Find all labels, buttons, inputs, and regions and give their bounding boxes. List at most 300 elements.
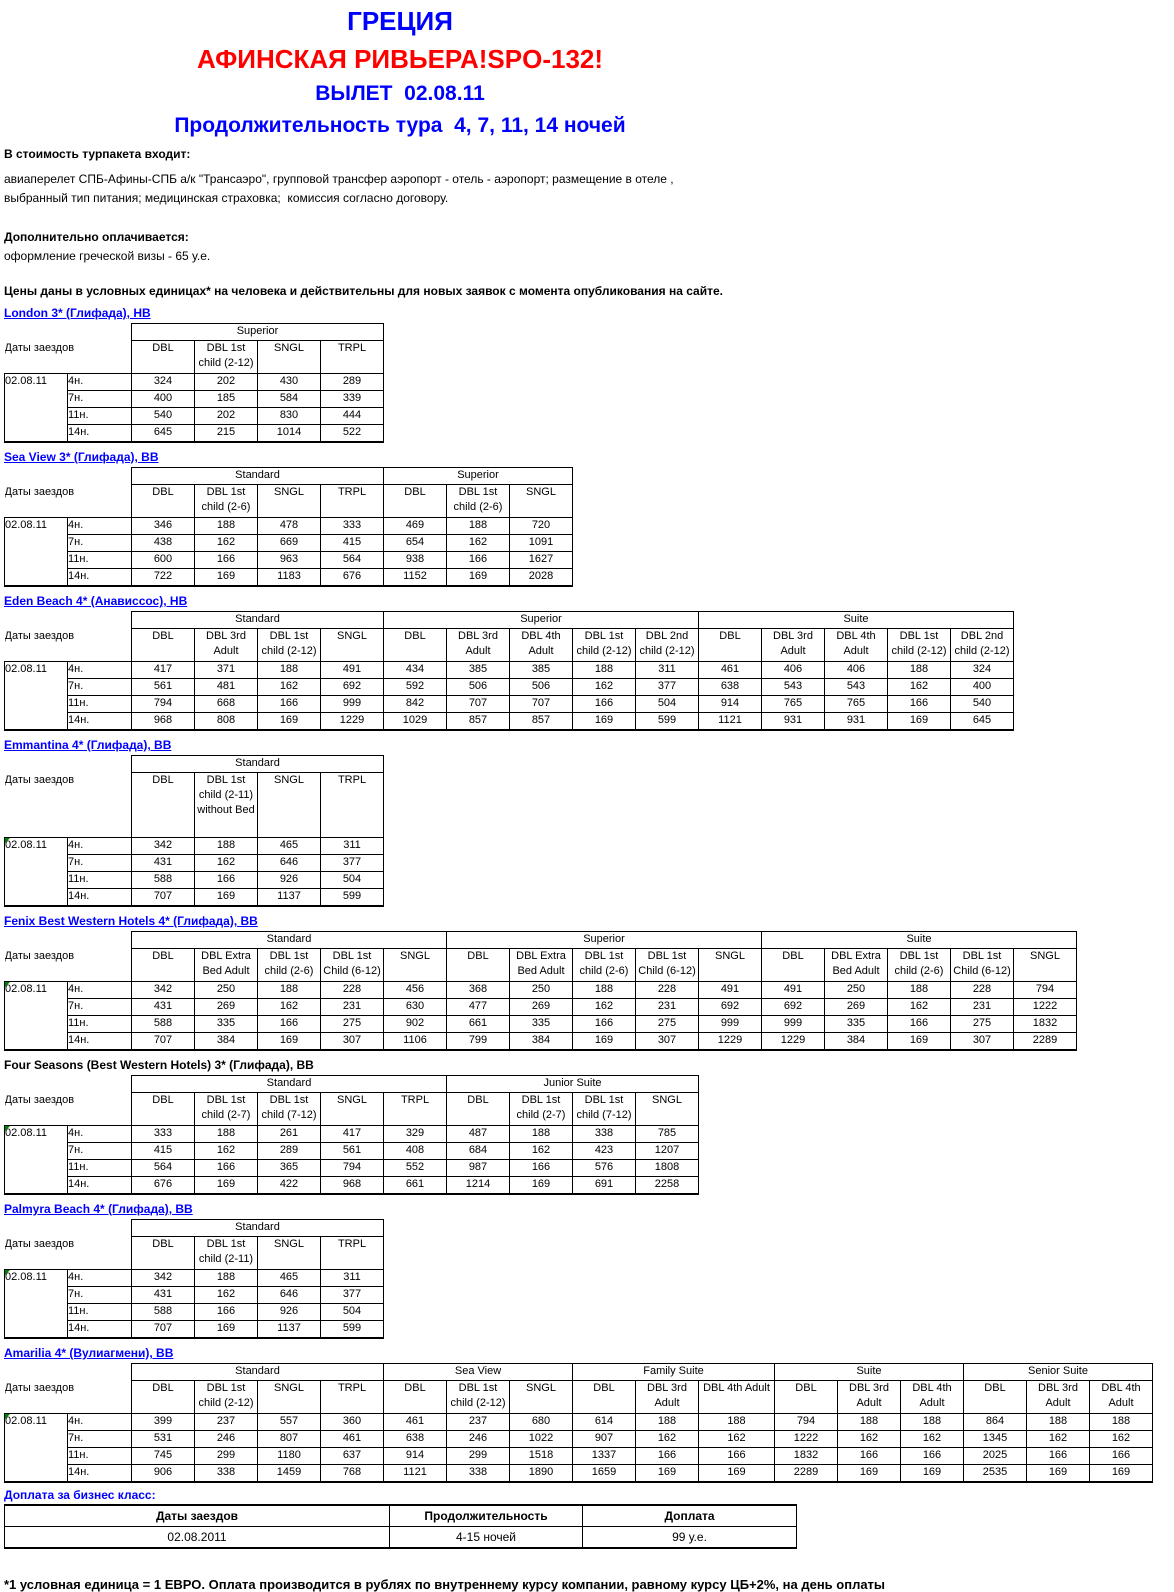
column-header: [258, 629, 321, 662]
hotel-link[interactable]: Fenix Best Western Hotels 4* (Глифада), ВВ: [4, 914, 258, 928]
price-cell: 269: [825, 999, 888, 1016]
price-cell: 250: [825, 982, 888, 999]
price-cell: 228: [321, 982, 384, 999]
price-cell: 469: [384, 518, 447, 535]
price-row: [5, 696, 1014, 713]
price-row: [5, 1465, 1153, 1483]
price-row: [5, 569, 573, 587]
nights-cell: 7н.: [68, 1287, 132, 1304]
price-cell: 1137: [258, 889, 321, 907]
column-header-line: DBL 1st: [206, 486, 246, 498]
price-row: [5, 1160, 699, 1177]
price-cell: 599: [636, 713, 699, 731]
price-cell: 931: [825, 713, 888, 731]
column-header: [195, 341, 258, 374]
nights-cell: 14н.: [68, 1465, 132, 1483]
column-header: [510, 1381, 573, 1414]
price-cell: 188: [573, 662, 636, 679]
price-cell: 2535: [964, 1465, 1027, 1483]
column-header-line: Child (6-12): [953, 965, 1011, 977]
price-cell: 1214: [447, 1177, 510, 1195]
price-cell: 299: [195, 1448, 258, 1465]
column-header: [951, 949, 1014, 982]
column-header-line: SNGL: [337, 1094, 367, 1106]
column-header-line: DBL: [782, 950, 804, 962]
column-header-line: DBL: [152, 486, 174, 498]
price-cell: 231: [951, 999, 1014, 1016]
price-cell: 692: [762, 999, 825, 1016]
column-header: [964, 1381, 1027, 1414]
price-cell: 377: [636, 679, 699, 696]
price-cell: 599: [321, 1321, 384, 1339]
price-cell: 166: [1090, 1448, 1153, 1465]
nights-cell: 11н.: [68, 872, 132, 889]
price-cell: 188: [258, 662, 321, 679]
date-cell: 02.08.11: [5, 1414, 68, 1483]
price-cell: 384: [825, 1033, 888, 1051]
column-header-line: Child (6-12): [323, 965, 381, 977]
nights-cell: 11н.: [68, 1160, 132, 1177]
column-header: [888, 629, 951, 662]
price-cell: 584: [258, 391, 321, 408]
price-cell: 289: [258, 1143, 321, 1160]
price-cell: 400: [132, 391, 195, 408]
price-cell: 561: [321, 1143, 384, 1160]
price-cell: 162: [699, 1431, 775, 1448]
column-header-line: child (2-12): [261, 645, 317, 657]
price-cell: 250: [510, 982, 573, 999]
hotel-section: [4, 1055, 1174, 1195]
price-row: [5, 1126, 699, 1143]
column-header-line: DBL 1st: [269, 630, 309, 642]
column-header-line: DBL 1st: [962, 950, 1002, 962]
column-header-line: DBL 1st: [647, 950, 687, 962]
price-cell: 188: [838, 1414, 901, 1431]
price-cell: 169: [573, 1033, 636, 1051]
hotel-link[interactable]: London 3* (Глифада), НВ: [4, 306, 151, 320]
price-cell: 506: [510, 679, 573, 696]
price-cell: 400: [951, 679, 1014, 696]
nights-cell: 7н.: [68, 855, 132, 872]
price-cell: 169: [838, 1465, 901, 1483]
price-cell: 557: [258, 1414, 321, 1431]
price-cell: 491: [699, 982, 762, 999]
column-header-line: SNGL: [1030, 950, 1060, 962]
date-cell: 02.08.11: [5, 982, 68, 1051]
room-type-header: Superior: [447, 932, 762, 949]
room-type-header: Superior: [384, 612, 699, 629]
business-class-table: [4, 1504, 797, 1549]
price-cell: 1091: [510, 535, 573, 552]
column-header-line: TRPL: [337, 1238, 367, 1250]
price-cell: 561: [132, 679, 195, 696]
price-cell: 1152: [384, 569, 447, 587]
price-cell: 339: [321, 391, 384, 408]
price-cell: 406: [825, 662, 888, 679]
price-cell: 630: [384, 999, 447, 1016]
price-cell: 246: [195, 1431, 258, 1448]
column-header-line: DBL: [152, 1094, 174, 1106]
date-cell: 02.08.11: [5, 662, 68, 731]
price-cell: 431: [132, 855, 195, 872]
column-header-line: DBL: [467, 950, 489, 962]
price-cell: 564: [321, 552, 384, 569]
price-cell: 377: [321, 855, 384, 872]
price-cell: 166: [573, 1016, 636, 1033]
nights-cell: 14н.: [68, 1033, 132, 1051]
nights-cell: 11н.: [68, 1304, 132, 1321]
price-cell: 169: [1027, 1465, 1090, 1483]
price-cell: 166: [195, 1160, 258, 1177]
price-cell: 645: [132, 425, 195, 443]
price-cell: 275: [636, 1016, 699, 1033]
price-cell: 188: [1027, 1414, 1090, 1431]
column-header-line: DBL 3rd: [206, 630, 246, 642]
column-header: [195, 629, 258, 662]
bc-duration-value: 4-15 ночей: [390, 1527, 583, 1549]
price-cell: 169: [258, 1033, 321, 1051]
price-cell: 1014: [258, 425, 321, 443]
price-cell: 2028: [510, 569, 573, 587]
price-cell: 999: [762, 1016, 825, 1033]
column-header-line: DBL 4th: [836, 630, 876, 642]
price-cell: 661: [384, 1177, 447, 1195]
price-cell: 162: [510, 1143, 573, 1160]
column-header: [258, 949, 321, 982]
price-cell: 311: [321, 838, 384, 855]
column-header-line: DBL: [795, 1382, 817, 1394]
column-header-line: DBL 1st: [458, 1382, 498, 1394]
price-cell: 162: [573, 679, 636, 696]
dates-header-label: Даты заездов: [5, 949, 132, 982]
price-cell: 1183: [258, 569, 321, 587]
price-cell: 166: [573, 696, 636, 713]
price-cell: 1832: [775, 1448, 838, 1465]
column-header-line: SNGL: [274, 774, 304, 786]
price-cell: 676: [132, 1177, 195, 1195]
column-header-line: SNGL: [715, 950, 745, 962]
price-cell: 902: [384, 1016, 447, 1033]
bc-date-value: 02.08.2011: [5, 1527, 390, 1549]
price-cell: 188: [447, 518, 510, 535]
dates-header-label: Даты заездов: [5, 1381, 132, 1414]
price-cell: 707: [132, 889, 195, 907]
hotel-link[interactable]: Amarilia 4* (Вулиагмени), ВВ: [4, 1346, 174, 1360]
price-cell: 692: [321, 679, 384, 696]
hotel-link[interactable]: Emmantina 4* (Глифада), ВВ: [4, 738, 172, 752]
price-cell: 588: [132, 872, 195, 889]
column-header-line: DBL: [152, 1238, 174, 1250]
includes-line-1: авиаперелет СПБ-Афины-СПБ а/к "Трансаэро", групповой трансфер аэропорт - отель - аэропорт; размещение в отеле ,: [4, 172, 674, 186]
column-header-line: DBL 3rd: [647, 1382, 687, 1394]
nights-cell: 4н.: [68, 838, 132, 855]
price-cell: 166: [510, 1160, 573, 1177]
column-header-line: DBL 1st: [899, 630, 939, 642]
price-cell: 481: [195, 679, 258, 696]
price-cell: 999: [321, 696, 384, 713]
column-header-line: Adult: [843, 645, 869, 657]
column-header-line: DBL: [152, 950, 174, 962]
column-header: [195, 773, 258, 838]
comment-marker: [5, 1414, 10, 1419]
price-cell: 188: [888, 982, 951, 999]
column-header-line: Adult: [856, 1397, 882, 1409]
nights-cell: 7н.: [68, 1143, 132, 1160]
hotel-link[interactable]: Eden Beach 4* (Анависсос), НВ: [4, 594, 188, 608]
price-cell: 907: [573, 1431, 636, 1448]
price-row: [5, 662, 1014, 679]
price-cell: 346: [132, 518, 195, 535]
price-cell: 540: [132, 408, 195, 425]
price-cell: 638: [384, 1431, 447, 1448]
nights-cell: 14н.: [68, 889, 132, 907]
price-cell: 1808: [636, 1160, 699, 1177]
column-header-line: Adult: [919, 1397, 945, 1409]
price-cell: 2289: [1014, 1033, 1077, 1051]
column-header: [132, 485, 195, 518]
column-header-line: DBL Extra: [516, 950, 566, 962]
column-header: [132, 773, 195, 838]
price-cell: 491: [321, 662, 384, 679]
price-cell: 987: [447, 1160, 510, 1177]
column-header-line: DBL: [984, 1382, 1006, 1394]
price-cell: 1832: [1014, 1016, 1077, 1033]
nights-cell: 7н.: [68, 1431, 132, 1448]
comment-marker: [5, 838, 10, 843]
price-cell: 385: [510, 662, 573, 679]
column-header-line: TRPL: [337, 486, 367, 498]
price-cell: 461: [699, 662, 762, 679]
column-header: [195, 949, 258, 982]
column-header-line: DBL: [404, 630, 426, 642]
price-cell: 444: [321, 408, 384, 425]
column-header-line: DBL 1st: [332, 950, 372, 962]
column-header: [321, 949, 384, 982]
price-cell: 246: [447, 1431, 510, 1448]
column-header-line: Adult: [1045, 1397, 1071, 1409]
column-header-line: child (2-12): [639, 645, 695, 657]
price-cell: 162: [573, 999, 636, 1016]
column-header: [636, 1093, 699, 1126]
column-header-line: Bed Adult: [202, 965, 250, 977]
column-header-line: Bed Adult: [517, 965, 565, 977]
column-header: [258, 1237, 321, 1270]
price-cell: 914: [699, 696, 762, 713]
price-cell: 1659: [573, 1465, 636, 1483]
price-cell: 162: [838, 1431, 901, 1448]
corner-blank: [5, 324, 132, 341]
price-cell: 377: [321, 1287, 384, 1304]
price-cell: 588: [132, 1304, 195, 1321]
price-cell: 228: [951, 982, 1014, 999]
price-row: [5, 1143, 699, 1160]
price-cell: 1222: [1014, 999, 1077, 1016]
price-cell: 423: [573, 1143, 636, 1160]
price-cell: 162: [258, 999, 321, 1016]
price-cell: 999: [699, 1016, 762, 1033]
price-cell: 2025: [964, 1448, 1027, 1465]
column-header: [132, 949, 195, 982]
nights-cell: 4н.: [68, 662, 132, 679]
dates-header-label: Даты заездов: [5, 1237, 132, 1270]
nights-cell: 4н.: [68, 374, 132, 391]
room-type-header: Senior Suite: [964, 1364, 1153, 1381]
column-header-line: child (2-11): [198, 789, 254, 801]
column-header-line: child (2-6): [579, 965, 629, 977]
price-cell: 645: [951, 713, 1014, 731]
price-cell: 456: [384, 982, 447, 999]
price-cell: 162: [1027, 1431, 1090, 1448]
price-cell: 794: [321, 1160, 384, 1177]
price-cell: 543: [762, 679, 825, 696]
column-header: [258, 1093, 321, 1126]
column-header-line: DBL 1st: [521, 1094, 561, 1106]
column-header-line: DBL Extra: [201, 950, 251, 962]
price-cell: 504: [636, 696, 699, 713]
nights-cell: 14н.: [68, 425, 132, 443]
column-header: [1027, 1381, 1090, 1414]
price-cell: 289: [321, 374, 384, 391]
hotel-link[interactable]: Palmyra Beach 4* (Глифада), ВВ: [4, 1202, 193, 1216]
price-cell: 504: [321, 1304, 384, 1321]
price-table: [4, 1075, 699, 1195]
room-type-header: Suite: [699, 612, 1014, 629]
column-header-line: DBL 1st: [206, 1382, 246, 1394]
column-header: [132, 341, 195, 374]
price-cell: 564: [132, 1160, 195, 1177]
column-header-line: DBL Extra: [831, 950, 881, 962]
column-header-line: child (2-12): [891, 645, 947, 657]
price-cell: 162: [195, 1287, 258, 1304]
corner-blank: [5, 1364, 132, 1381]
price-cell: 169: [195, 1177, 258, 1195]
column-header: [573, 1381, 636, 1414]
column-header: [636, 1381, 699, 1414]
column-header-line: child (2-12): [198, 357, 254, 369]
price-cell: 166: [636, 1448, 699, 1465]
room-type-header: Standard: [132, 1076, 447, 1093]
price-cell: 215: [195, 425, 258, 443]
price-cell: 491: [762, 982, 825, 999]
column-header-line: child (2-6): [894, 965, 944, 977]
price-cell: 785: [636, 1126, 699, 1143]
price-cell: 1106: [384, 1033, 447, 1051]
price-table: [4, 611, 1014, 731]
price-cell: 720: [510, 518, 573, 535]
price-cell: 169: [258, 713, 321, 731]
hotel-link[interactable]: Sea View 3* (Глифада), ВВ: [4, 450, 159, 464]
corner-blank: [5, 468, 132, 485]
duration-title: Продолжительность тура 4, 7, 11, 14 ночей: [174, 114, 626, 137]
column-header: [838, 1381, 901, 1414]
column-header-line: child (2-7): [516, 1109, 566, 1121]
column-header: [195, 1381, 258, 1414]
nights-cell: 11н.: [68, 1016, 132, 1033]
nights-cell: 4н.: [68, 982, 132, 999]
column-header-line: DBL 4th: [521, 630, 561, 642]
price-cell: 857: [447, 713, 510, 731]
nights-cell: 11н.: [68, 552, 132, 569]
nights-cell: 14н.: [68, 1321, 132, 1339]
column-header-line: DBL 4th: [912, 1382, 952, 1394]
column-header: [132, 1381, 195, 1414]
price-cell: 661: [447, 1016, 510, 1033]
hotel-section: [4, 303, 1174, 443]
column-header: [132, 1093, 195, 1126]
extra-pay-title: Дополнительно оплачивается:: [4, 230, 189, 244]
nights-cell: 4н.: [68, 1270, 132, 1287]
hotel-title: Four Seasons (Best Western Hotels) 3* (Глифада), ВВ: [4, 1058, 314, 1072]
price-cell: 335: [510, 1016, 573, 1033]
room-type-header: Junior Suite: [447, 1076, 699, 1093]
price-cell: 588: [132, 1016, 195, 1033]
column-header: [384, 1093, 447, 1126]
price-cell: 1222: [775, 1431, 838, 1448]
column-header: [636, 949, 699, 982]
price-cell: 333: [132, 1126, 195, 1143]
price-cell: 592: [384, 679, 447, 696]
column-header: [573, 629, 636, 662]
column-header: [195, 1093, 258, 1126]
column-header-line: SNGL: [274, 1382, 304, 1394]
price-row: [5, 535, 573, 552]
column-header-line: DBL 1st: [206, 342, 246, 354]
price-cell: 799: [447, 1033, 510, 1051]
price-cell: 1345: [964, 1431, 1027, 1448]
column-header-line: DBL: [404, 486, 426, 498]
price-cell: 2258: [636, 1177, 699, 1195]
room-type-header: Suite: [762, 932, 1077, 949]
price-cell: 434: [384, 662, 447, 679]
price-row: [5, 1448, 1153, 1465]
column-header-line: child (2-6): [201, 501, 251, 513]
price-cell: 1627: [510, 552, 573, 569]
room-type-header: Standard: [132, 468, 384, 485]
price-cell: 169: [195, 1321, 258, 1339]
column-header: [321, 773, 384, 838]
price-cell: 600: [132, 552, 195, 569]
dates-header-label: Даты заездов: [5, 773, 132, 838]
column-header: [447, 949, 510, 982]
price-cell: 329: [384, 1126, 447, 1143]
price-cell: 333: [321, 518, 384, 535]
price-cell: 637: [321, 1448, 384, 1465]
price-cell: 307: [321, 1033, 384, 1051]
hotel-tables: [4, 303, 1174, 1483]
price-cell: 1121: [384, 1465, 447, 1483]
price-cell: 745: [132, 1448, 195, 1465]
nights-cell: 7н.: [68, 679, 132, 696]
price-cell: 614: [573, 1414, 636, 1431]
room-type-header: Suite: [775, 1364, 964, 1381]
date-cell: 02.08.11: [5, 374, 68, 443]
price-cell: 968: [321, 1177, 384, 1195]
price-row: [5, 1016, 1077, 1033]
room-type-header: Standard: [132, 1220, 384, 1237]
nights-cell: 4н.: [68, 1414, 132, 1431]
price-cell: 162: [195, 535, 258, 552]
price-cell: 231: [321, 999, 384, 1016]
room-type-header: Standard: [132, 932, 447, 949]
column-header-line: child (7-12): [576, 1109, 632, 1121]
price-cell: 431: [132, 1287, 195, 1304]
column-header-line: TRPL: [337, 342, 367, 354]
price-cell: 1029: [384, 713, 447, 731]
price-cell: 465: [258, 838, 321, 855]
price-cell: 188: [901, 1414, 964, 1431]
comment-marker: [5, 982, 10, 987]
price-cell: 765: [762, 696, 825, 713]
